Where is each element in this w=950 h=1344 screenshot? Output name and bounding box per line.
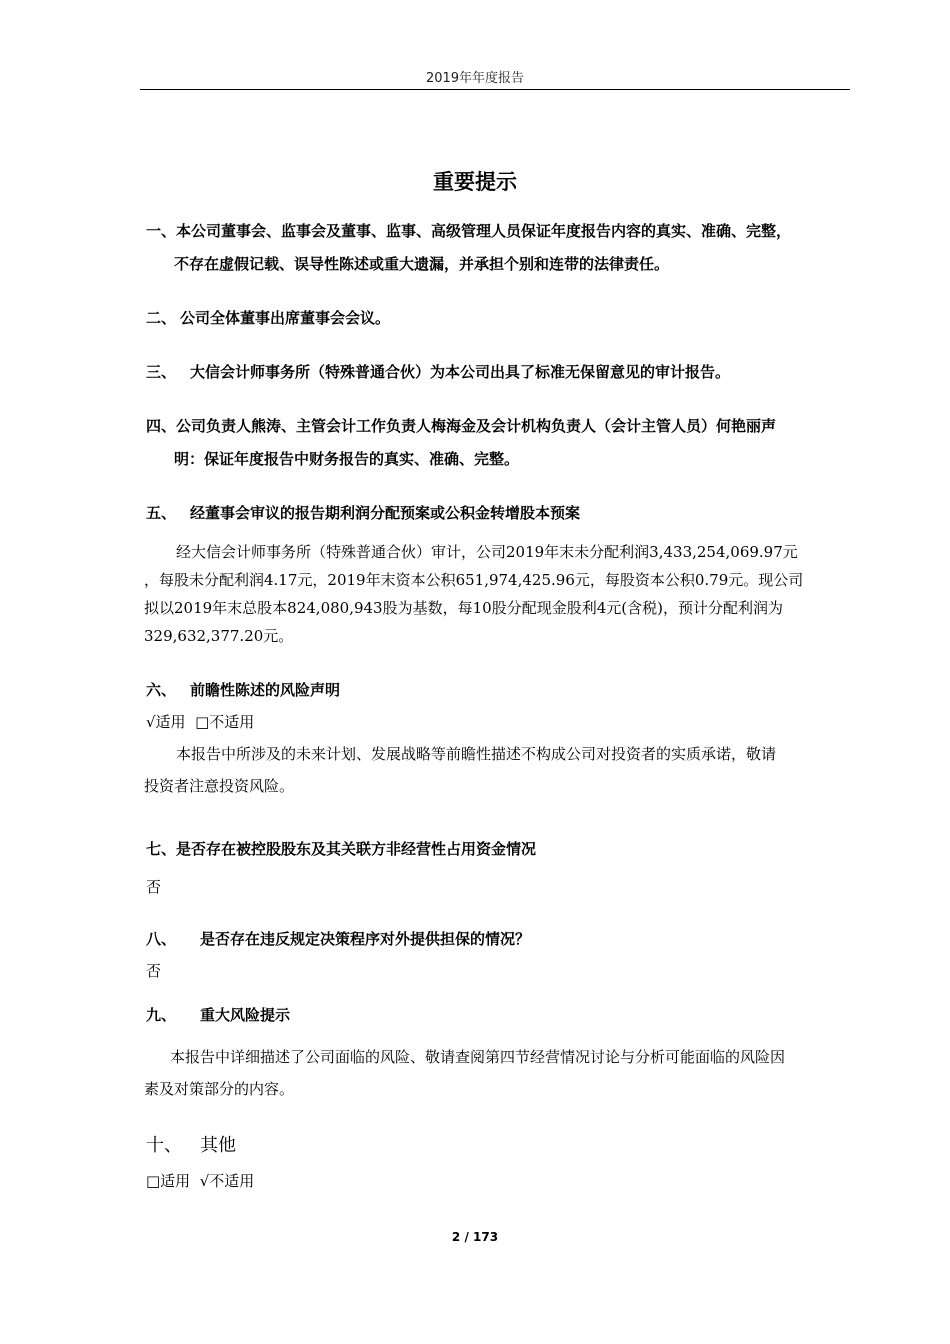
section-4-line1: 公司负责人熊涛、主管会计工作负责人梅海金及会计机构负责人（会计主管人员）何艳丽声 [176,417,777,435]
section-8-number: 八、 [146,930,177,948]
main-title: 重要提示 [433,170,517,194]
section-5-line4: 329,632,377.20元。 [144,627,294,645]
section-7-number: 七、 [146,840,177,858]
section-5-number: 五、 [146,504,177,522]
section-4-number: 四、 [146,417,177,435]
section-4 [146,415,776,436]
section-2 [146,307,390,328]
section-2-number: 二、 [146,309,177,327]
section-3-number: 三、 [146,363,177,381]
section-6-number: 六、 [146,681,177,699]
section-2-text: 公司全体董事出席董事会会议。 [180,309,391,327]
section-6-line1: 本报告中所涉及的未来计划、发展战略等前瞻性描述不构成公司对投资者的实质承诺，敬请 [176,745,777,763]
section-7-answer: 否 [146,878,162,896]
section-9-line1: 本报告中详细描述了公司面临的风险、敬请查阅第四节经营情况讨论与分析可能面临的风险因 [170,1048,786,1066]
section-5-line3: 拟以2019年末总股本824,080,943股为基数，每10股分配现金股利4元(含税)，预计分配利润为 [144,599,783,617]
section-9-number: 九、 [146,1006,177,1024]
section-1-number: 一、 [146,222,177,240]
section-6-line2: 投资者注意投资风险。 [144,777,295,795]
section-8-answer: 否 [146,962,162,980]
section-10-title: 其他 [200,1135,236,1156]
section-4-line2: 明：保证年度报告中财务报告的真实、准确、完整。 [174,450,520,468]
section-5-title: 经董事会审议的报告期利润分配预案或公积金转增股本预案 [190,504,581,522]
section-10-number: 十、 [146,1135,182,1156]
section-9-title: 重大风险提示 [200,1006,291,1024]
section-6-heading [146,679,340,700]
section-8-heading [146,928,530,949]
section-5-line1: 经大信会计师事务所（特殊普通合伙）审计，公司2019年末未分配利润3,433,254,069.97元 [176,543,798,561]
section-5-heading [146,502,580,523]
section-7-heading [146,838,536,859]
section-3 [146,361,730,382]
section-9-line2: 素及对策部分的内容。 [144,1080,295,1098]
page-number: 2 / 173 [451,1230,499,1244]
section-3-text: 大信会计师事务所（特殊普通合伙）为本公司出具了标准无保留意见的审计报告。 [190,363,731,381]
section-1 [146,220,791,241]
section-1-line2: 不存在虚假记载、误导性陈述或重大遗漏，并承担个别和连带的法律责任。 [174,255,670,273]
section-1-line1: 本公司董事会、监事会及董事、监事、高级管理人员保证年度报告内容的真实、准确、完整， [176,222,792,240]
section-10-heading [146,1131,236,1157]
section-5-line2: ，每股未分配利润4.17元，2019年末资本公积651,974,425.96元，每股资本公积0.79元。现公司 [144,571,804,589]
section-6-title: 前瞻性陈述的风险声明 [190,681,341,699]
section-9-heading [146,1004,290,1025]
header-rule [140,89,850,90]
page-header: 2019年年度报告 [425,71,525,86]
section-7-title: 是否存在被控股股东及其关联方非经营性占用资金情况 [176,840,537,858]
section-8-title: 是否存在违反规定决策程序对外提供担保的情况？ [200,930,531,948]
section-6-options: √适用 □不适用 [146,713,255,731]
section-10-options: □适用 √不适用 [146,1172,255,1190]
